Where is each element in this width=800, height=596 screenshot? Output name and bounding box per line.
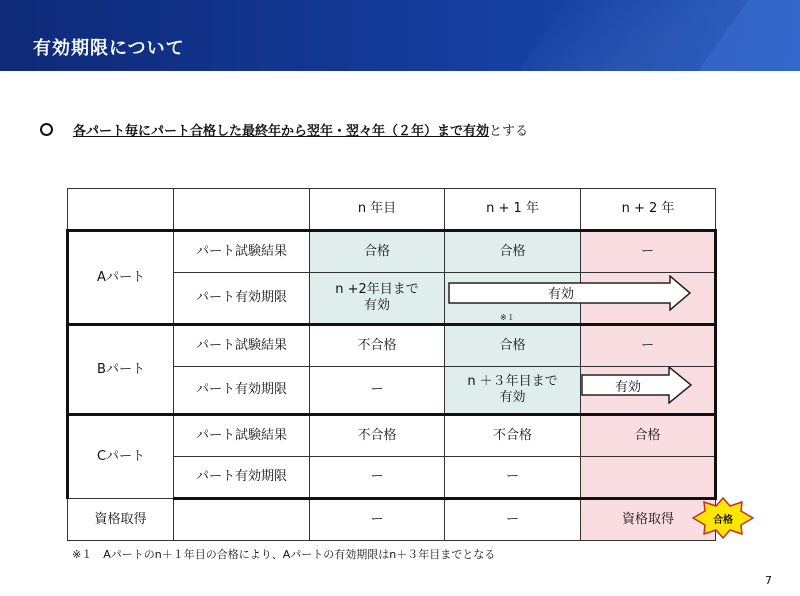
cell: 資格取得 — [581, 499, 716, 541]
table-row — [68, 415, 716, 457]
subtitle-underlined: 各パート毎にパート合格した最終年から翌年・翌々年（２年）まで有効 — [73, 124, 490, 139]
row-label: パート有効期限 — [174, 273, 310, 325]
cell: 不合格 — [310, 415, 445, 457]
validity-arrow-a — [448, 275, 692, 307]
cell: ー — [445, 457, 581, 499]
arrow-a-label: 有効 — [548, 287, 575, 302]
col-header-n: n 年目 — [310, 189, 445, 231]
row-label: パート試験結果 — [174, 415, 310, 457]
page-number: 7 — [765, 574, 772, 587]
cell: 合格 — [445, 325, 581, 367]
note-mark: ※１ — [500, 313, 515, 322]
cell: 合格 — [310, 231, 445, 273]
row-label: パート試験結果 — [174, 231, 310, 273]
header-empty — [68, 189, 174, 231]
table-header-row — [68, 189, 716, 231]
subtitle — [40, 120, 528, 139]
cell: n ＋３年目まで 有効 — [445, 367, 581, 415]
circle-bullet-icon — [40, 123, 53, 136]
subtitle-rest: とする — [489, 124, 529, 139]
cell: ー — [310, 499, 445, 541]
cell: ー — [310, 457, 445, 499]
row-label: パート有効期限 — [174, 367, 310, 415]
part-name-c: Cパート — [68, 415, 174, 499]
table-row — [68, 325, 716, 367]
cell: 不合格 — [310, 325, 445, 367]
row-label: パート有効期限 — [174, 457, 310, 499]
page-title: 有効期限について — [33, 38, 185, 59]
table-row — [68, 499, 716, 541]
cell: ー — [310, 367, 445, 415]
badge-label: 合格 — [713, 515, 733, 526]
cell: 不合格 — [445, 415, 581, 457]
header-empty — [174, 189, 310, 231]
part-name-a: Aパート — [68, 231, 174, 325]
cell: 合格 — [445, 231, 581, 273]
validity-table — [66, 188, 717, 541]
footnote: ※１ Aパートのn＋１年目の合格により、Aパートの有効期限はn＋３年目までとなる — [72, 548, 496, 561]
cell: ー — [445, 499, 581, 541]
cell: n +2年目まで 有効 — [310, 273, 445, 325]
pass-badge — [692, 497, 754, 539]
cell — [174, 499, 310, 541]
validity-arrow-b — [581, 366, 693, 398]
part-name-b: Bパート — [68, 325, 174, 415]
row-label: パート試験結果 — [174, 325, 310, 367]
col-header-n1: n + 1 年 — [445, 189, 581, 231]
qualification-label: 資格取得 — [68, 499, 174, 541]
cell — [581, 457, 716, 499]
col-header-n2: n + 2 年 — [581, 189, 716, 231]
cell: ー — [581, 325, 716, 367]
header-banner — [0, 0, 800, 71]
cell: ー — [581, 231, 716, 273]
arrow-b-label: 有効 — [615, 380, 642, 395]
table-row — [68, 231, 716, 273]
cell: 合格 — [581, 415, 716, 457]
